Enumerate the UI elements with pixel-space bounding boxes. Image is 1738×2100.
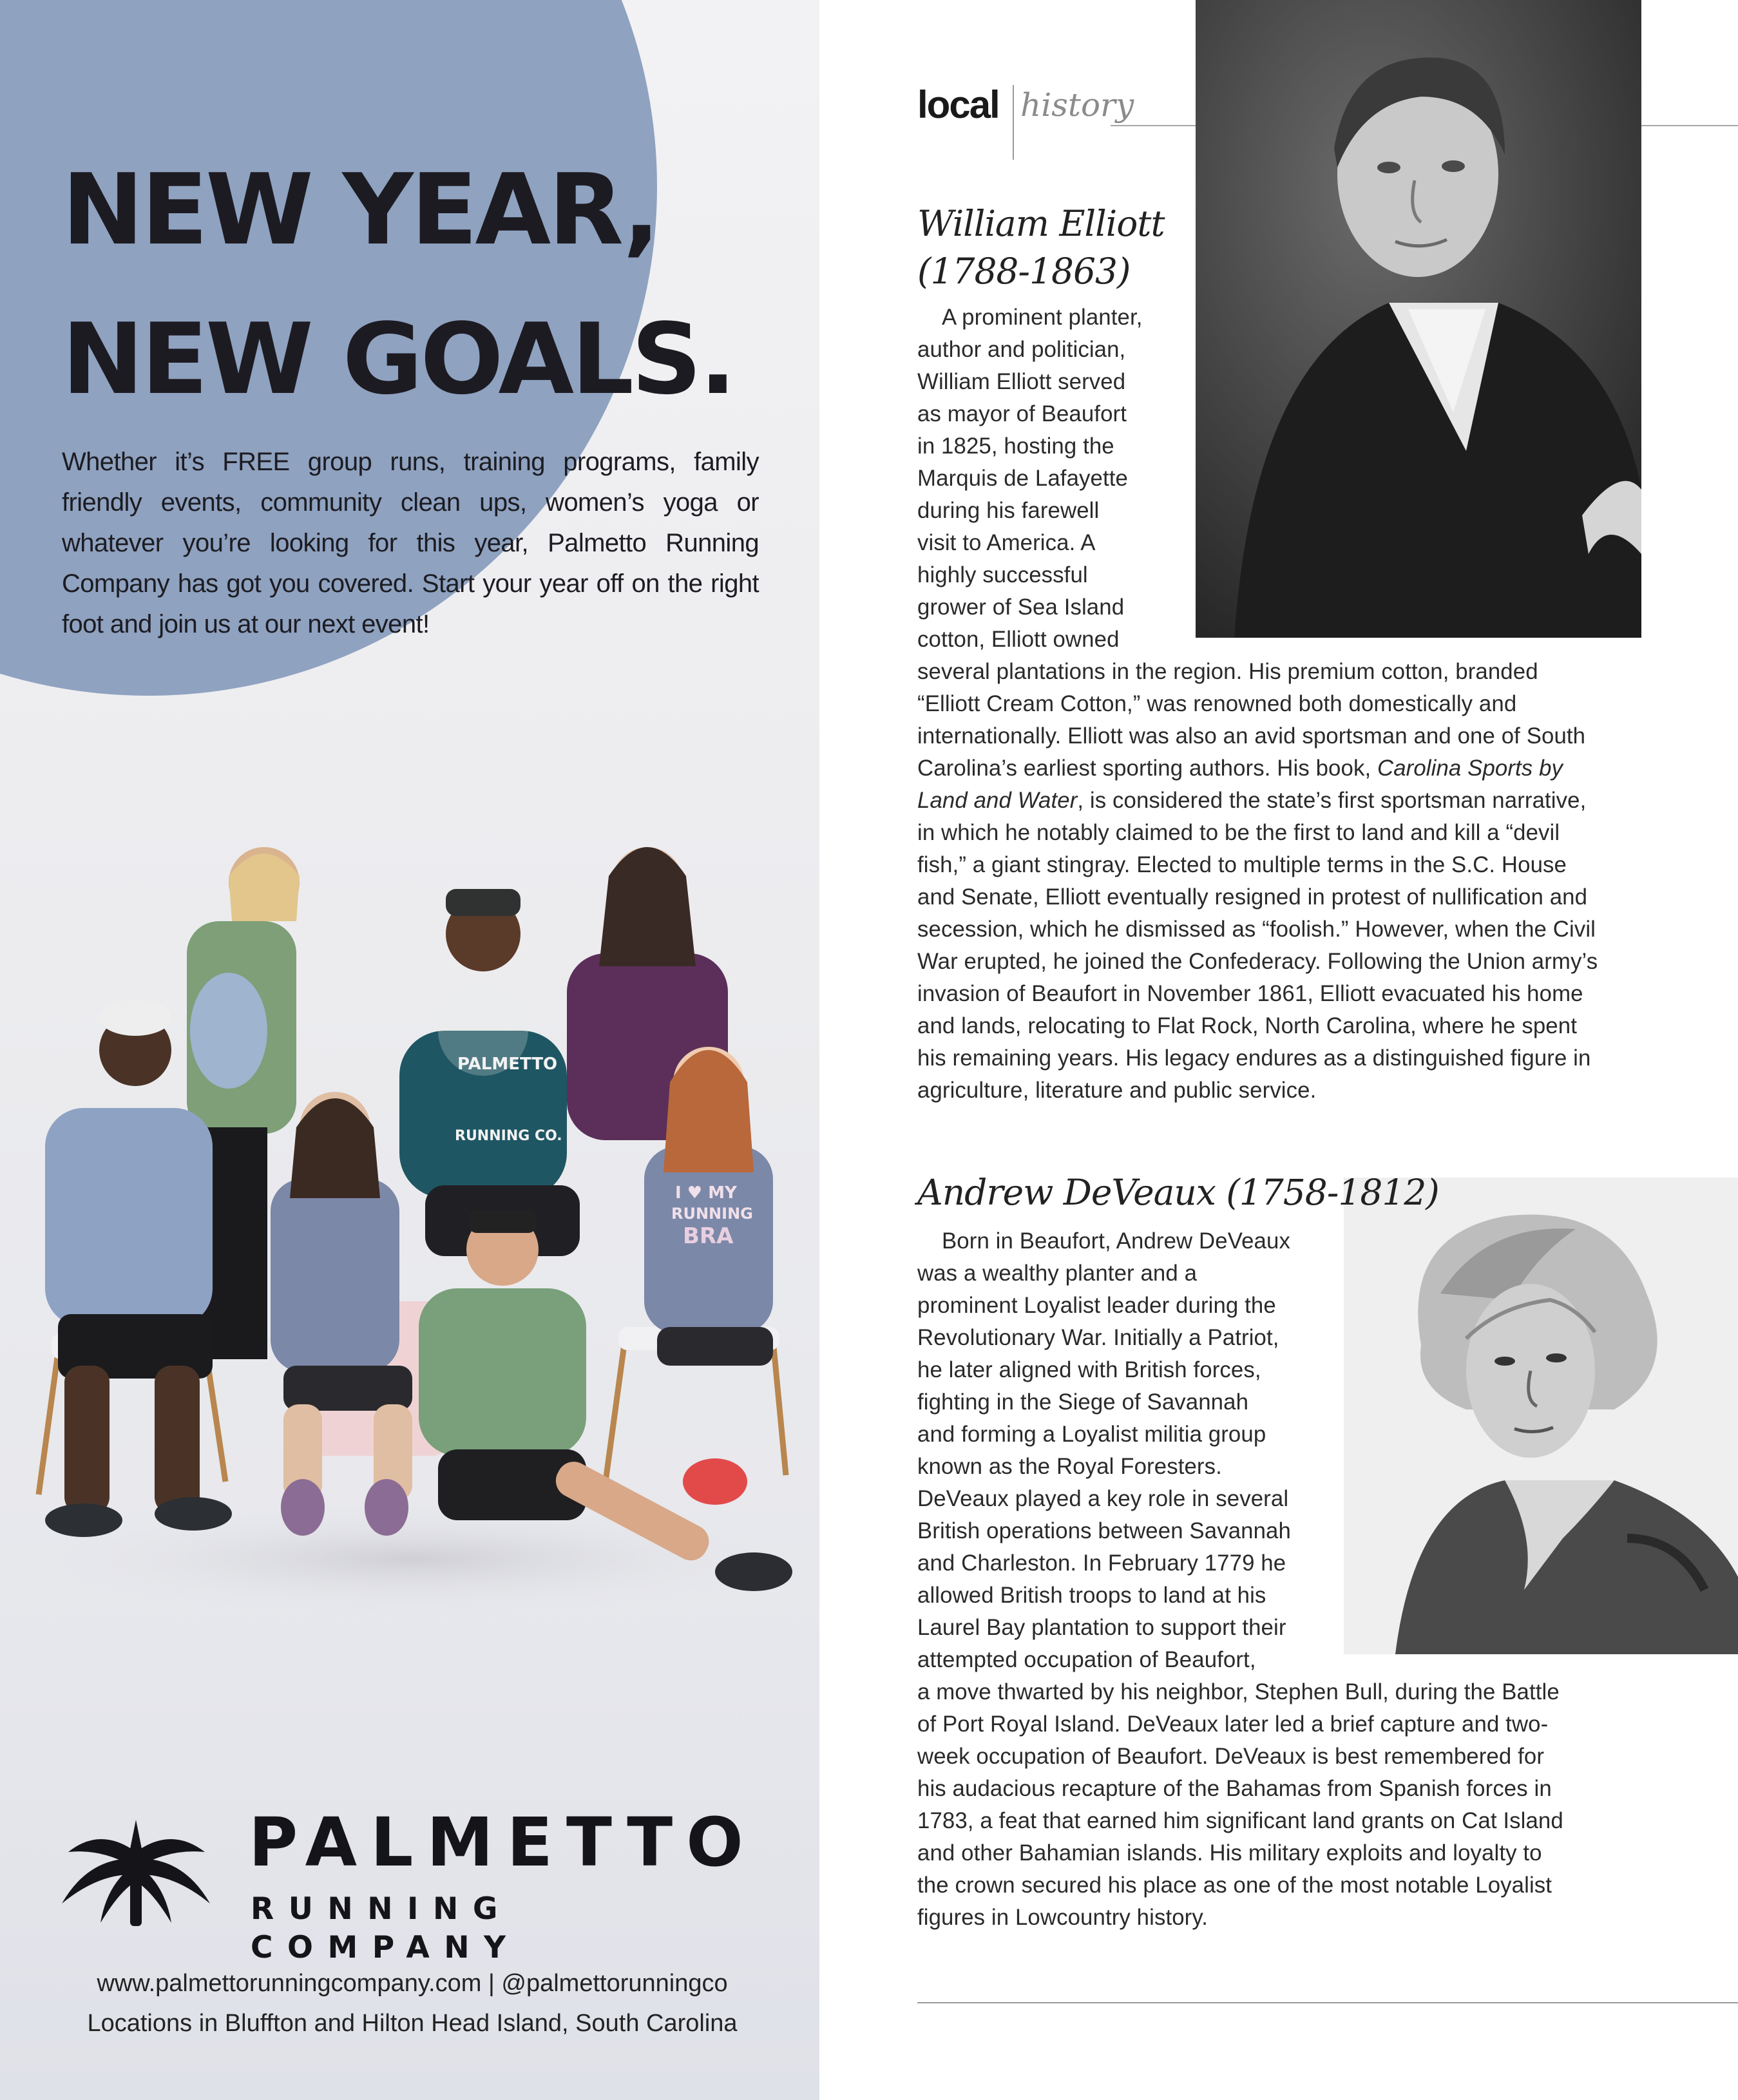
article-title-line: William Elliott [917, 203, 1165, 244]
article-line [917, 785, 1598, 817]
advertisement-panel [0, 0, 819, 2100]
article-line: in which he notably claimed to be the first to land and kill a “devil [917, 820, 1560, 845]
runners-group-photo [13, 837, 812, 1623]
ad-contact [26, 1963, 799, 2043]
ad-headline [62, 135, 809, 434]
ad-locations-line: Locations in Bluffton and Hilton Head Island, South Carolina [87, 2010, 738, 2037]
article-line: in 1825, hosting the [917, 434, 1114, 459]
article-line: allowed British troops to land at his [917, 1583, 1266, 1608]
brand-logo [62, 1803, 777, 1965]
article-line: prominent Loyalist leader during the [917, 1293, 1276, 1318]
book-title: Land and Water [917, 788, 1078, 813]
ad-headline-line-1: NEW YEAR, [62, 153, 658, 267]
subsection-label: history [1020, 86, 1134, 124]
article-line: known as the Royal Foresters. [917, 1454, 1222, 1479]
article-line: DeVeaux played a key role in several [917, 1486, 1289, 1511]
ad-website-line: www.palmettorunningcompany.com | @palmettorunningco [97, 1970, 728, 1997]
brand-subtitle: RUNNING COMPANY [251, 1891, 520, 1965]
article-line: of Port Royal Island. DeVeaux later led a brief capture and two- [917, 1712, 1549, 1737]
article-line: week occupation of Beaufort. DeVeaux is best remembered for [917, 1744, 1545, 1769]
article-line: British operations between Savannah [917, 1518, 1291, 1543]
article-title-deveaux: Andrew DeVeaux (1758-1812) [917, 1172, 1439, 1213]
article-body-elliott [917, 301, 1598, 1107]
article-line: fighting in the Siege of Savannah [917, 1389, 1249, 1415]
brand-name: PALMETTO [249, 1803, 757, 1882]
article-line: author and politician, [917, 337, 1126, 362]
header-divider [1013, 85, 1014, 160]
apparel-logo-text: PALMETTO [457, 1055, 558, 1074]
article-title-line: (1788-1863) [917, 251, 1131, 292]
article-line: and other Bahamian islands. His military exploits and loyalty to [917, 1840, 1542, 1866]
article-line: visit to America. A [917, 530, 1096, 555]
article-line: A prominent planter, [942, 305, 1143, 330]
article-line: a move thwarted by his neighbor, Stephen Bull, during the Battle [917, 1679, 1560, 1704]
article-line: agriculture, literature and public service. [917, 1078, 1317, 1103]
article-line: figures in Lowcountry history. [917, 1905, 1208, 1930]
article-line: attempted occupation of Beaufort, [917, 1647, 1256, 1672]
article-line: during his farewell [917, 498, 1100, 523]
palm-tree-icon [62, 1813, 210, 1926]
article-line [917, 752, 1598, 785]
article-line: as mayor of Beaufort [917, 401, 1127, 426]
article-line: War erupted, he joined the Confederacy. Following the Union army’s [917, 949, 1598, 974]
article-line: and forming a Loyalist militia group [917, 1422, 1266, 1447]
article-line: and Charleston. In February 1779 he [917, 1551, 1286, 1576]
article-line: William Elliott served [917, 369, 1126, 394]
ad-body-text: Whether it’s FREE group runs, training programs, family friendly events, community clean ups, women’s yoga or whatever you’re looking for this year, Palmetto Running Company has got you covered. Start your year off on the right foot and join us at our next event! [62, 448, 759, 638]
footer-rule [917, 2002, 1738, 2003]
apparel-logo-text: RUNNING [671, 1205, 753, 1223]
article-line: and lands, relocating to Flat Rock, North Carolina, where he spent [917, 1013, 1577, 1038]
article-line: secession, which he dismissed as “foolish.” However, when the Civil [917, 917, 1596, 942]
article-line-segment: Carolina’s earliest sporting authors. His book, [917, 756, 1377, 781]
article-line: his remaining years. His legacy endures as a distinguished figure in [917, 1045, 1591, 1071]
article-line: cotton, Elliott owned [917, 627, 1120, 652]
apparel-logo-text: I ♥ MY [675, 1183, 737, 1203]
article-line: “Elliott Cream Cotton,” was renowned both domestically and [917, 691, 1517, 716]
article-title-elliott [917, 200, 1188, 295]
section-label: local [917, 83, 999, 126]
article-line: grower of Sea Island [917, 595, 1125, 620]
article-line: fish,” a giant stingray. Elected to multiple terms in the S.C. House [917, 852, 1567, 877]
article-line-segment: , is considered the state’s first sportsman narrative, [1077, 788, 1587, 813]
article-line: internationally. Elliott was also an avid sportsman and one of South [917, 723, 1586, 749]
article-body-deveaux [917, 1225, 1563, 1934]
article-line: was a wealthy planter and a [917, 1261, 1198, 1286]
apparel-logo-text: BRA [683, 1223, 734, 1249]
article-line: several plantations in the region. His premium cotton, branded [917, 659, 1538, 684]
apparel-logo-text: RUNNING CO. [455, 1128, 562, 1144]
article-line: the crown secured his place as one of the most notable Loyalist [917, 1873, 1552, 1898]
article-line: 1783, a feat that earned him significant land grants on Cat Island [917, 1808, 1563, 1833]
article-line: Born in Beaufort, Andrew DeVeaux [942, 1228, 1290, 1254]
article-line: Revolutionary War. Initially a Patriot, [917, 1325, 1279, 1350]
book-title: Carolina Sports by [1377, 756, 1563, 781]
article-line: his audacious recapture of the Bahamas from Spanish forces in [917, 1776, 1552, 1801]
article-line: invasion of Beaufort in November 1861, Elliott evacuated his home [917, 981, 1583, 1006]
article-line: Marquis de Lafayette [917, 466, 1128, 491]
article-line: he later aligned with British forces, [917, 1357, 1261, 1382]
article-line: highly successful [917, 562, 1088, 587]
article-line: Laurel Bay plantation to support their [917, 1615, 1286, 1640]
article-line: and Senate, Elliott eventually resigned in protest of nullification and [917, 884, 1588, 910]
ad-headline-line-2: NEW GOALS. [62, 302, 734, 416]
